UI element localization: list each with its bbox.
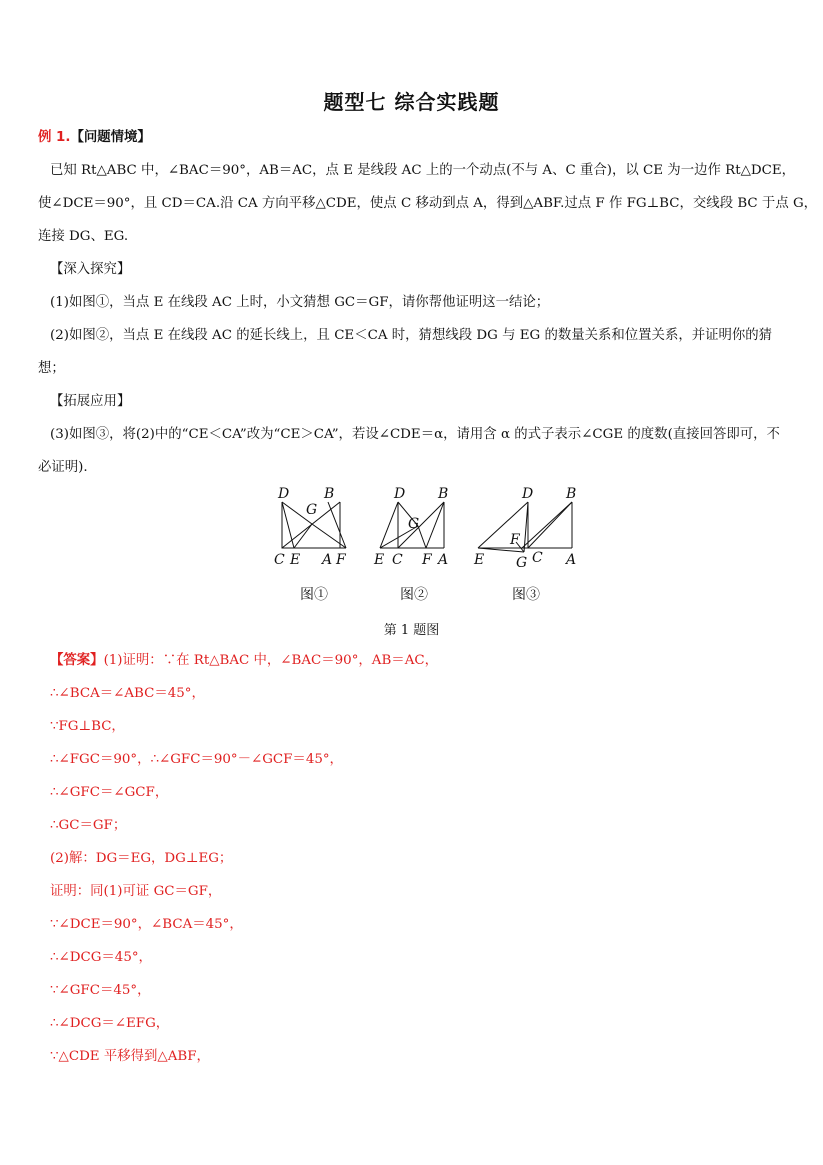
answer-label: 【答案】 bbox=[50, 653, 104, 668]
fig2-label-a: A bbox=[438, 552, 449, 568]
fig1-label-c: C bbox=[274, 552, 285, 568]
answer-text-1: (1)证明：∵在 Rt△BAC 中，∠BAC＝90°，AB＝AC， bbox=[103, 653, 438, 668]
answer-line-5: ∴∠GFC＝∠GCF， bbox=[50, 785, 169, 800]
question-3-line-2: 必证明). bbox=[38, 460, 88, 475]
fig2-line-cb bbox=[398, 502, 444, 548]
fig3-caption: 图③ bbox=[512, 587, 540, 603]
fig3-label-e: E bbox=[474, 552, 485, 568]
figure-3 bbox=[478, 502, 572, 552]
question-2-line-2: 想； bbox=[38, 361, 65, 376]
answer-line-9: ∵∠DCE＝90°，∠BCA＝45°， bbox=[50, 917, 243, 932]
answer-line-2: ∴∠BCA＝∠ABC＝45°， bbox=[50, 686, 205, 701]
fig2-line-gf bbox=[418, 526, 426, 548]
fig3-line-fb bbox=[522, 502, 572, 548]
fig1-label-g: G bbox=[306, 502, 318, 518]
figures-group bbox=[270, 484, 590, 609]
answer-line-10: ∴∠DCG＝45°， bbox=[50, 950, 152, 965]
fig1-label-b: B bbox=[324, 486, 335, 502]
intro-line-3: 连接 DG、EG. bbox=[38, 229, 129, 244]
fig2-label-d: D bbox=[394, 486, 406, 502]
fig3-label-g: G bbox=[516, 555, 528, 571]
fig1-label-f: F bbox=[336, 552, 346, 568]
fig3-label-b: B bbox=[566, 486, 577, 502]
fig3-line-ed bbox=[478, 502, 528, 548]
example-label: 例 1. bbox=[38, 130, 71, 145]
fig3-label-f: F bbox=[510, 532, 520, 548]
fig1-label-d: D bbox=[278, 486, 290, 502]
extend-heading: 【拓展应用】 bbox=[50, 394, 131, 409]
explore-heading: 【深入探究】 bbox=[50, 262, 131, 277]
answer-line-4: ∴∠FGC＝90°，∴∠GFC＝90°－∠GCF＝45°， bbox=[50, 752, 343, 767]
question-1: (1)如图①，当点 E 在线段 AC 上时，小文猜想 GC＝GF，请你帮他证明这一结论； bbox=[50, 295, 550, 310]
answer-line-7: (2)解：DG＝EG，DG⊥EG； bbox=[50, 851, 233, 866]
fig3-label-c: C bbox=[532, 550, 543, 566]
fig3-line-eg bbox=[478, 548, 524, 552]
fig2-caption: 图② bbox=[400, 587, 428, 603]
answer-line-8: 证明：同(1)可证 GC＝GF， bbox=[50, 884, 222, 899]
fig2-label-b: B bbox=[438, 486, 449, 502]
fig1-label-a: A bbox=[322, 552, 333, 568]
intro-line-2: 使∠DCE＝90°，且 CD＝CA.沿 CA 方向平移△CDE，使点 C 移动到点 A，得到△ABF.过点 F 作 FG⊥BC，交线段 BC 于点 G， bbox=[38, 196, 818, 211]
problem-situation-heading: 【问题情境】 bbox=[70, 130, 151, 145]
fig2-label-e: E bbox=[374, 552, 385, 568]
answer-line-13: ∵△CDE 平移得到△ABF， bbox=[50, 1049, 210, 1064]
fig3-label-a: A bbox=[566, 552, 577, 568]
fig2-label-g: G bbox=[408, 516, 420, 532]
answer-line-1 bbox=[50, 651, 820, 671]
fig3-label-d: D bbox=[522, 486, 534, 502]
answer-line-3: ∵FG⊥BC， bbox=[50, 719, 125, 734]
question-3-line-1: (3)如图③，将(2)中的“CE＜CA”改为“CE＞CA”，若设∠CDE＝α，请用含 α 的式子表示∠CGE 的度数(直接回答即可，不 bbox=[50, 427, 780, 442]
example-header bbox=[38, 128, 808, 148]
fig3-line-cb bbox=[528, 502, 572, 548]
fig1-caption: 图① bbox=[300, 587, 328, 603]
page-title: 题型七 综合实践题 bbox=[323, 90, 500, 114]
intro-line-1: 已知 Rt△ABC 中，∠BAC＝90°，AB＝AC，点 E 是线段 AC 上的一个动点(不与 A、C 重合)，以 CE 为一边作 Rt△DCE， bbox=[50, 163, 796, 178]
answer-line-12: ∴∠DCG＝∠EFG， bbox=[50, 1016, 170, 1031]
fig2-line-ed bbox=[380, 502, 398, 548]
fig2-line-fb bbox=[426, 502, 444, 548]
fig2-label-c: C bbox=[392, 552, 403, 568]
fig2-label-f: F bbox=[422, 552, 432, 568]
fig1-label-e: E bbox=[290, 552, 301, 568]
answer-line-11: ∵∠GFC＝45°， bbox=[50, 983, 151, 998]
answer-line-6: ∴GC＝GF； bbox=[50, 818, 127, 833]
figure-caption: 第 1 题图 bbox=[383, 623, 440, 638]
question-2-line-1: (2)如图②，当点 E 在线段 AC 的延长线上，且 CE＜CA 时，猜想线段 DG 与 EG 的数量关系和位置关系，并证明你的猜 bbox=[50, 328, 773, 343]
